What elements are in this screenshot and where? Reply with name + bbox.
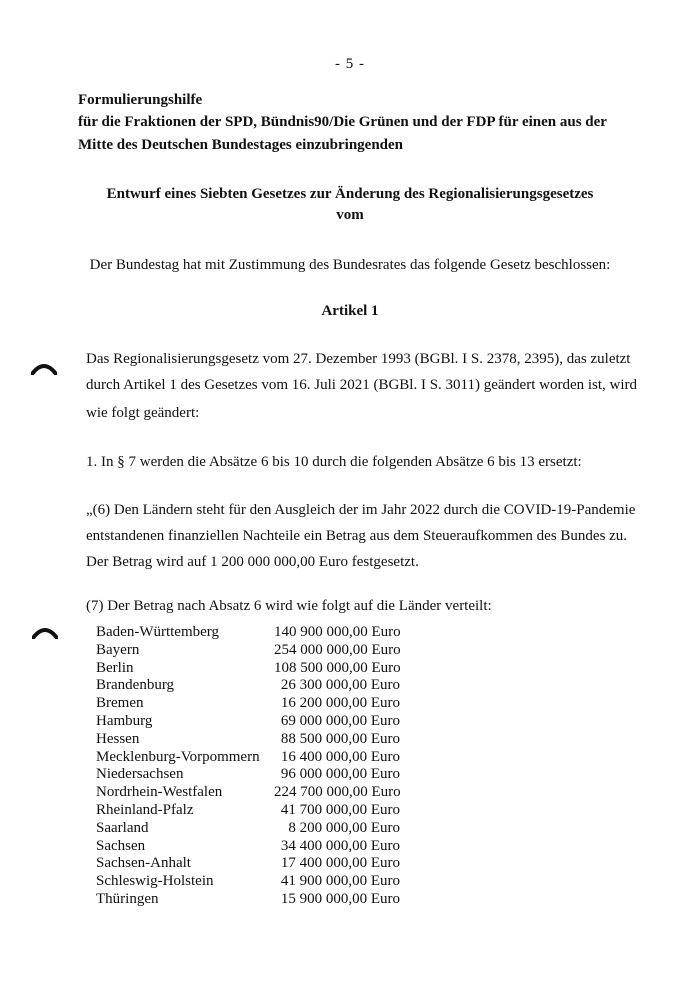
header-line-2: für die Fraktionen der SPD, Bündnis90/Die Grünen und der FDP für einen aus der bbox=[78, 114, 607, 130]
state-amount: 15 900 000,00 Euro bbox=[280, 890, 400, 907]
state-name: Schleswig-Holstein bbox=[96, 873, 214, 890]
draft-title-date: vom bbox=[336, 207, 364, 223]
preamble: Der Bundestag hat mit Zustimmung des Bundesrates das folgende Gesetz beschlossen: bbox=[89, 257, 611, 273]
state-name: Sachsen-Anhalt bbox=[96, 855, 191, 872]
state-amount: 224 700 000,00 Euro bbox=[274, 784, 401, 801]
state-name: Hessen bbox=[96, 730, 140, 747]
state-amount: 16 400 000,00 Euro bbox=[280, 748, 400, 765]
state-name: Mecklenburg-Vorpommern bbox=[96, 748, 260, 765]
state-name: Berlin bbox=[96, 659, 134, 676]
state-name: Hamburg bbox=[96, 712, 153, 729]
para7: (7) Der Betrag nach Absatz 6 wird wie folgt auf die Länder verteilt: bbox=[86, 598, 492, 614]
state-amount: 69 000 000,00 Euro bbox=[280, 712, 400, 729]
item-1: 1. In § 7 werden die Absätze 6 bis 10 durch die folgenden Absätze 6 bis 13 ersetzt: bbox=[86, 454, 582, 470]
state-name: Rheinland-Pfalz bbox=[96, 801, 194, 818]
header-line-1: Formulierungshilfe bbox=[78, 92, 203, 108]
state-amount: 108 500 000,00 Euro bbox=[274, 659, 401, 676]
para6-line-2: entstandenen finanziellen Nachteile ein Betrag aus dem Steueraufkommen des Bundes zu. bbox=[86, 528, 628, 544]
state-amount: 17 400 000,00 Euro bbox=[280, 855, 400, 872]
article-heading: Artikel 1 bbox=[321, 303, 379, 319]
intro-line-1: Das Regionalisierungsgesetz vom 27. Dezember 1993 (BGBl. I S. 2378, 2395), das zuletzt bbox=[86, 351, 631, 367]
para6-line-3: Der Betrag wird auf 1 200 000 000,00 Euro festgesetzt. bbox=[86, 554, 419, 570]
state-name: Saarland bbox=[96, 819, 149, 836]
state-name: Nordrhein-Westfalen bbox=[96, 784, 223, 801]
state-amount: 140 900 000,00 Euro bbox=[274, 624, 401, 640]
state-name: Baden-Württemberg bbox=[96, 624, 220, 640]
state-name: Sachsen bbox=[96, 837, 146, 854]
page-number: - 5 - bbox=[335, 56, 365, 72]
para6-line-1: „(6) Den Ländern steht für den Ausgleich der im Jahr 2022 durch die COVID-19-Pandemie bbox=[86, 502, 636, 518]
state-amount: 88 500 000,00 Euro bbox=[280, 730, 400, 747]
hole-punch-mark-icon bbox=[32, 625, 58, 639]
state-amount: 26 300 000,00 Euro bbox=[280, 677, 400, 694]
state-amount: 16 200 000,00 Euro bbox=[280, 695, 400, 712]
state-name: Brandenburg bbox=[96, 677, 175, 694]
intro-line-2: durch Artikel 1 des Gesetzes vom 16. Juli 2021 (BGBl. I S. 3011) geändert worden ist, wird bbox=[86, 377, 638, 393]
draft-title: Entwurf eines Siebten Gesetzes zur Änderung des Regionalisierungsgesetzes bbox=[106, 186, 594, 202]
state-amount: 254 000 000,00 Euro bbox=[274, 641, 401, 658]
state-amount: 41 900 000,00 Euro bbox=[280, 873, 400, 890]
header-line-3: Mitte des Deutschen Bundestages einzubringenden bbox=[78, 137, 404, 153]
state-name: Thüringen bbox=[96, 890, 159, 907]
state-amount: 8 200 000,00 Euro bbox=[288, 819, 400, 836]
hole-punch-mark-icon bbox=[31, 361, 57, 375]
intro-line-3: wie folgt geändert: bbox=[86, 405, 200, 421]
state-amount: 96 000 000,00 Euro bbox=[280, 766, 400, 783]
state-amount: 34 400 000,00 Euro bbox=[280, 837, 400, 854]
state-name: Bayern bbox=[96, 641, 140, 658]
state-name: Niedersachsen bbox=[96, 766, 184, 783]
state-name: Bremen bbox=[96, 695, 144, 712]
state-amount: 41 700 000,00 Euro bbox=[280, 801, 400, 818]
